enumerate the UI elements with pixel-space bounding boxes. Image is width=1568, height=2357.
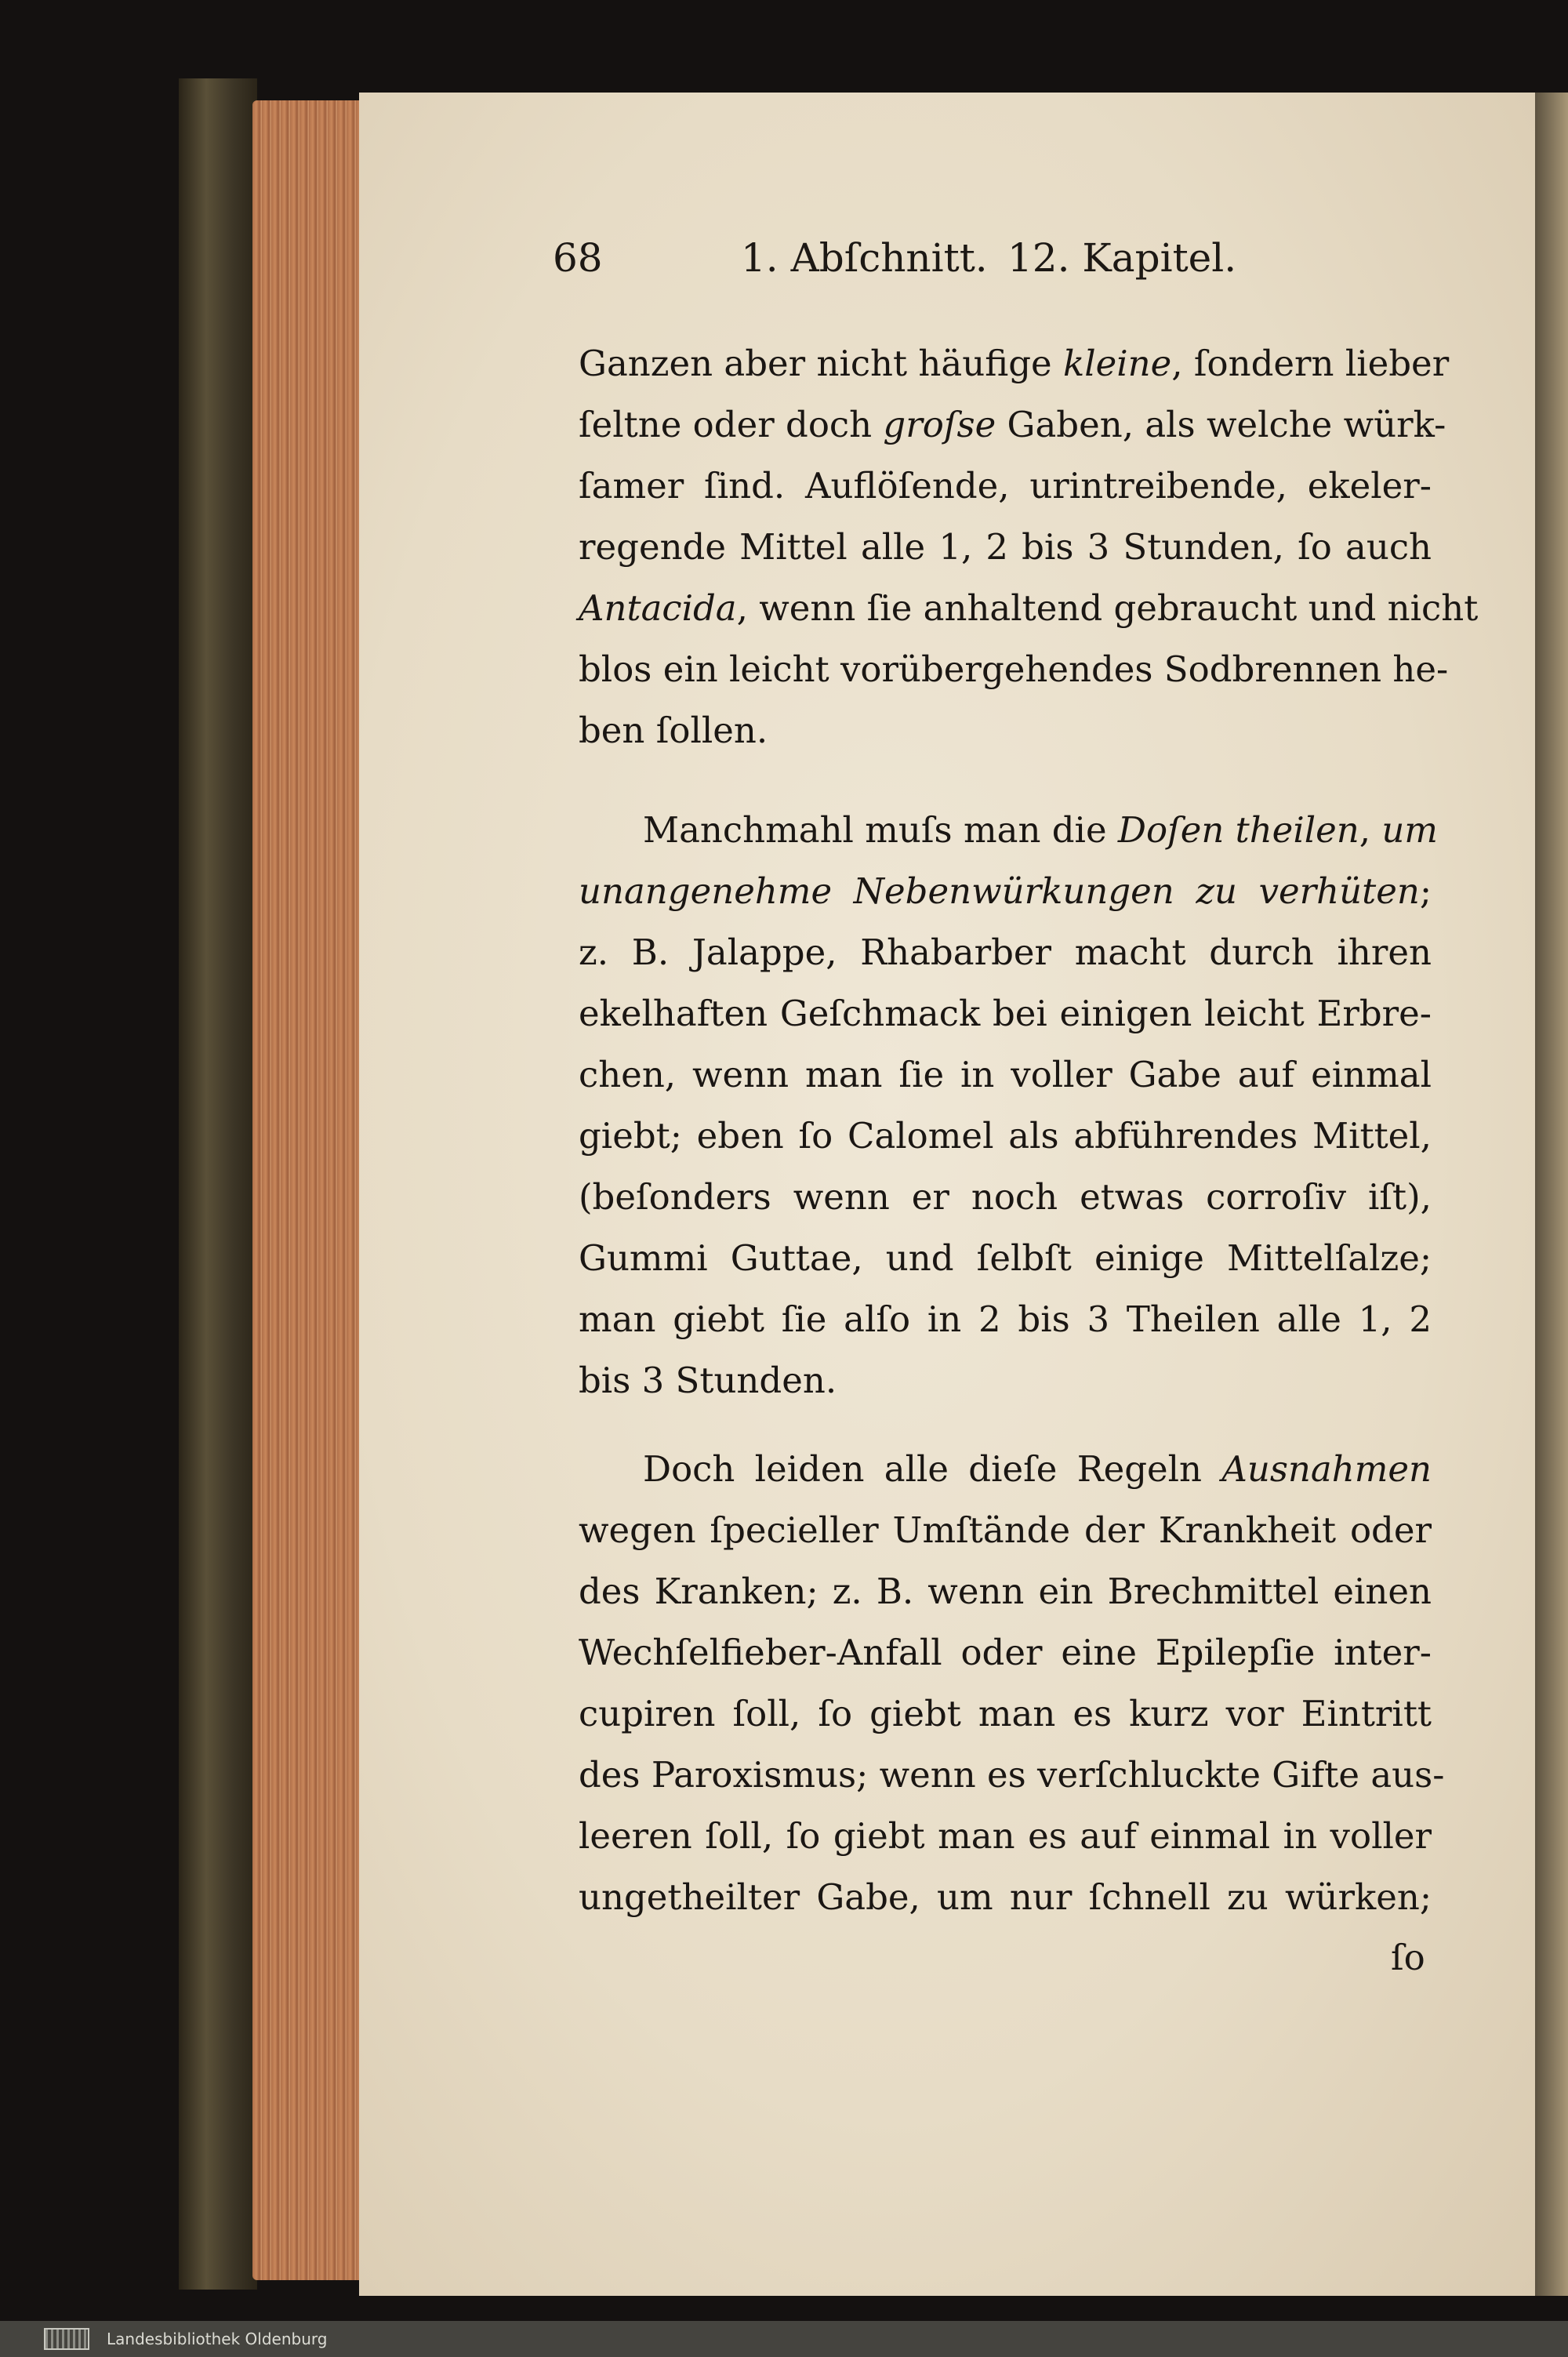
text-line: Manchmahl muſs man die Doſen theilen, um	[643, 809, 1438, 851]
text-line: unangenehme Nebenwürkungen zu verhüten;	[579, 870, 1432, 912]
text-line: ſeltne oder doch groſse Gaben, als welche würk-	[579, 404, 1446, 445]
page-number: 68	[553, 235, 603, 281]
text-line: des Paroxismus; wenn es verſchluckte Gifte aus-	[579, 1754, 1445, 1796]
text-line: Wechſelfieber-Anfall oder eine Epilepſie inter-	[579, 1632, 1432, 1673]
library-logo-icon	[44, 2328, 89, 2350]
text-line: chen, wenn man ſie in voller Gabe auf einmal	[579, 1054, 1432, 1095]
text-line: regende Mittel alle 1, 2 bis 3 Stunden, ſo auch	[579, 526, 1432, 568]
text-line: giebt; eben ſo Calomel als abführendes Mittel,	[579, 1115, 1432, 1157]
text-line: Antacida, wenn ſie anhaltend gebraucht und nicht	[579, 587, 1479, 629]
text-line: Gummi Guttae, und ſelbſt einige Mittelſalze;	[579, 1237, 1432, 1279]
text-line: Doch leiden alle dieſe Regeln Ausnahmen	[643, 1448, 1432, 1490]
footer-bar	[0, 2321, 1568, 2357]
text-line: ſamer ſind. Auflöſende, urintreibende, ekeler-	[579, 465, 1432, 507]
running-header	[553, 235, 1305, 298]
book-binding	[179, 78, 257, 2290]
text-line: man giebt ſie alſo in 2 bis 3 Theilen alle 1, 2	[579, 1298, 1432, 1340]
catchword: ſo	[1391, 1937, 1425, 1978]
next-page-edge	[1535, 93, 1568, 2296]
text-line: ben ſollen.	[579, 710, 768, 751]
text-line: wegen ſpecieller Umſtände der Krankheit oder	[579, 1509, 1432, 1551]
text-line: Ganzen aber nicht häufige kleine, ſondern lieber	[579, 343, 1450, 384]
text-line: blos ein leicht vorübergehendes Sodbrennen he-	[579, 648, 1449, 690]
text-line: leeren ſoll, ſo giebt man es auf einmal in voller	[579, 1815, 1432, 1857]
section-heading: 1. Abſchnitt.	[741, 235, 988, 281]
page-edges	[252, 100, 362, 2280]
text-line: cupiren ſoll, ſo giebt man es kurz vor Eintritt	[579, 1693, 1432, 1734]
footer-library-name: Landesbibliothek Oldenburg	[107, 2330, 328, 2348]
chapter-heading: 12. Kapitel.	[1007, 235, 1237, 281]
text-line: ungetheilter Gabe, um nur ſchnell zu würken;	[579, 1876, 1432, 1918]
text-line: (beſonders wenn er noch etwas corroſiv iſt),	[579, 1176, 1432, 1218]
text-line: ekelhaften Geſchmack bei einigen leicht Erbre-	[579, 993, 1432, 1034]
text-line: z. B. Jalappe, Rhabarber macht durch ihren	[579, 932, 1432, 973]
text-line: bis 3 Stunden.	[579, 1360, 837, 1401]
text-line: des Kranken; z. B. wenn ein Brechmittel einen	[579, 1571, 1432, 1612]
